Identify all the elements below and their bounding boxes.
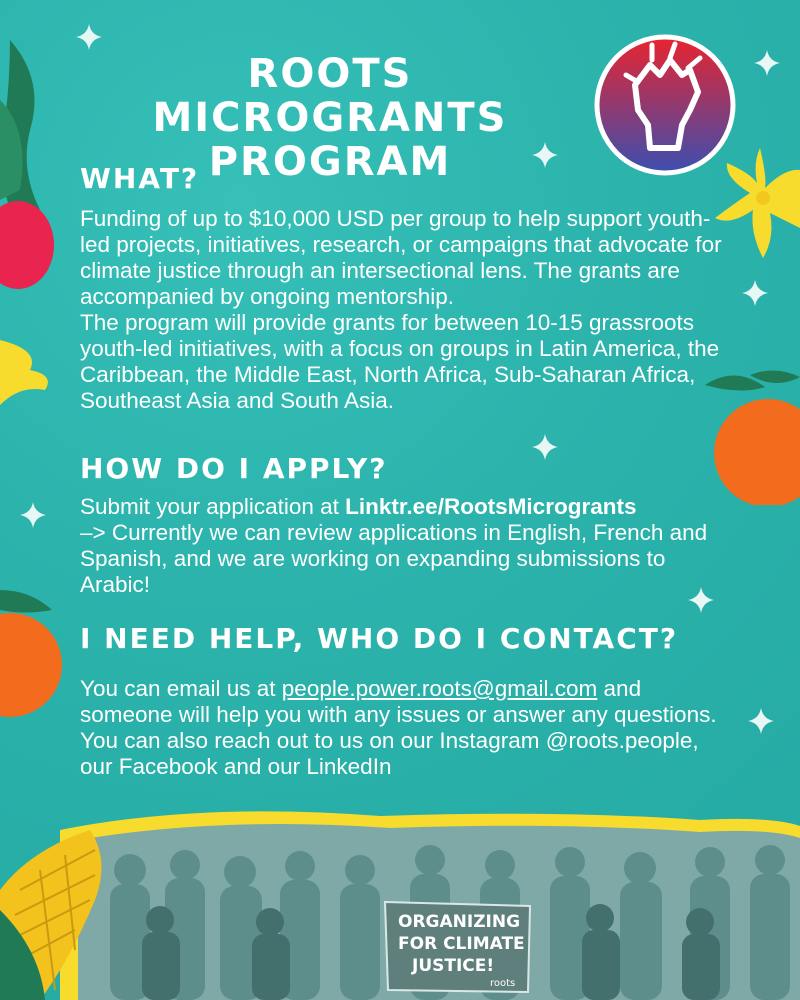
sparkle-icon <box>74 22 104 52</box>
title-line-1: ROOTS MICROGRANTS <box>152 51 508 141</box>
contact-body <box>80 676 720 780</box>
what-body <box>80 206 730 414</box>
sparkle-icon <box>18 500 48 530</box>
contact-email-link[interactable]: people.power.roots@gmail.com <box>281 676 598 701</box>
apply-body <box>80 494 720 598</box>
sparkle-icon <box>752 48 782 78</box>
apply-heading: HOW DO I APPLY? <box>80 452 388 485</box>
what-paragraph-1: Funding of up to $10,000 USD per group to help support youth-led projects, initiatives, research, or campaigns that advocate for climate justice through an intersectional lens. The grants are accompanied by ongoing mentorship. <box>80 206 722 309</box>
contact-details: and someone will help you with any issues or answer any questions. You can also reach out to us on our Instagram @roots.people, our Facebook and our LinkedIn <box>80 676 717 779</box>
what-paragraph-2: The program will provide grants for between 10-15 grassroots youth-led initiatives, with a focus on groups in Latin America, the Caribbean, the Middle East, North Africa, Sub-Saharan Africa, Southeast Asia and South Asia. <box>80 310 720 413</box>
banner-line-2: FOR CLIMATE <box>398 934 525 954</box>
contact-prefix: You can email us at <box>80 676 282 701</box>
banner-logo-text: roots <box>490 978 516 989</box>
apply-link[interactable]: Linktr.ee/RootsMicrogrants <box>345 494 637 519</box>
banner-line-3: JUSTICE! <box>412 956 495 976</box>
what-heading: WHAT? <box>80 162 200 195</box>
sparkle-icon <box>740 278 770 308</box>
radish-icon <box>0 40 70 300</box>
yellow-flower-icon <box>0 330 60 410</box>
sparkle-icon <box>530 432 560 462</box>
raised-fist-roots-icon <box>590 30 740 180</box>
corn-icon <box>0 830 120 1000</box>
group-photo <box>0 810 800 1000</box>
contact-heading: I NEED HELP, WHO DO I CONTACT? <box>80 622 679 655</box>
orange-fruit-icon <box>0 580 70 720</box>
title-line-2: PROGRAM <box>208 139 452 185</box>
apply-prefix: Submit your application at <box>80 494 346 519</box>
banner-line-1: ORGANIZING <box>398 912 521 932</box>
apply-details: –> Currently we can review applications in English, French and Spanish, and we are working on expanding submissions to Arabic! <box>80 520 708 597</box>
sparkle-icon <box>746 706 776 736</box>
